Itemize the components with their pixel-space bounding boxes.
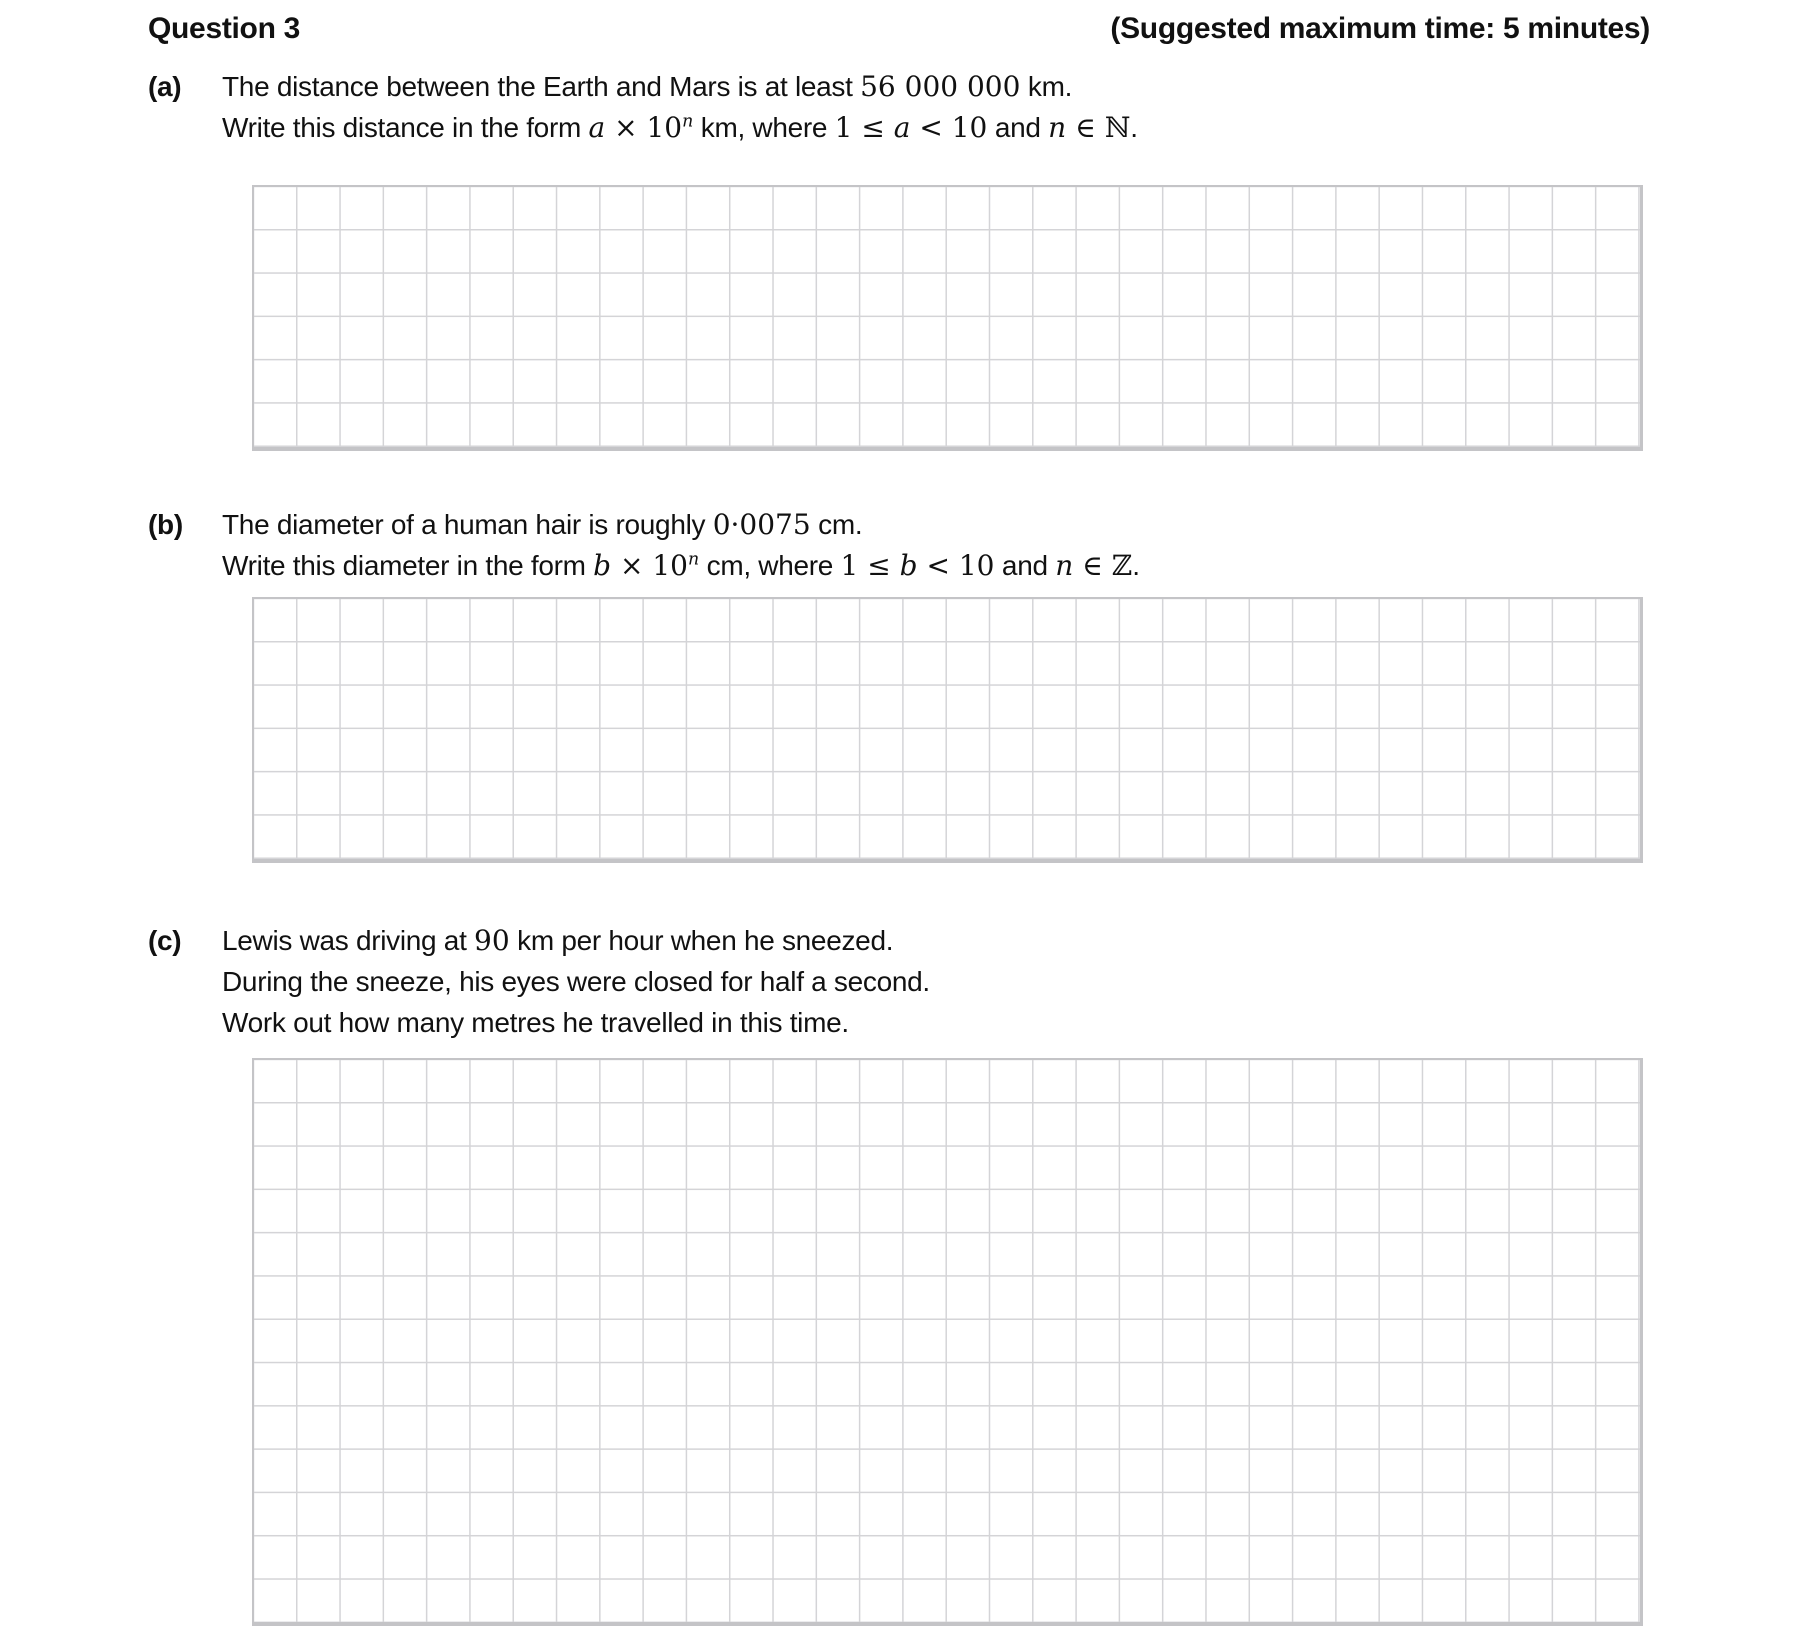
question-header bbox=[148, 12, 1650, 46]
part-a-label: (a) bbox=[148, 71, 182, 102]
part-b-line-2: Write this diameter in the form $b \times 10^n$ cm, where 1 ≤ b < 10 and n ∈ ℤ. bbox=[222, 548, 1140, 582]
part-c-line-3: Work out how many metres he travelled in this time. bbox=[222, 1006, 849, 1038]
part-a bbox=[148, 66, 1650, 451]
part-a-body bbox=[222, 66, 1650, 451]
part-c-body bbox=[222, 920, 1650, 1627]
answer-grid-a bbox=[252, 185, 1643, 451]
part-a-line-2: Write this distance in the form $a \times 10^n$ km, where 1 ≤ a < 10 and n ∈ ℕ. bbox=[222, 111, 1138, 144]
part-c-line-1: Lewis was driving at 90 km per hour when he sneezed. bbox=[222, 923, 894, 957]
answer-grid-b bbox=[252, 597, 1643, 863]
part-b-line-1: The diameter of a human hair is roughly 0·0075 cm. bbox=[222, 507, 863, 541]
suggested-time-note: (Suggested maximum time: 5 minutes) bbox=[1110, 12, 1650, 45]
part-c bbox=[148, 920, 1650, 1627]
part-b-body bbox=[222, 504, 1650, 863]
part-c-line-2: During the sneeze, his eyes were closed for half a second. bbox=[222, 965, 930, 997]
part-b-label: (b) bbox=[148, 508, 183, 540]
part-b bbox=[148, 504, 1650, 863]
answer-grid-c bbox=[252, 1058, 1643, 1627]
question-title: Question 3 bbox=[148, 12, 301, 45]
part-c-label: (c) bbox=[148, 924, 182, 956]
part-a-line-1: The distance between the Earth and Mars is at least 56 000 000 km. bbox=[222, 70, 1073, 103]
